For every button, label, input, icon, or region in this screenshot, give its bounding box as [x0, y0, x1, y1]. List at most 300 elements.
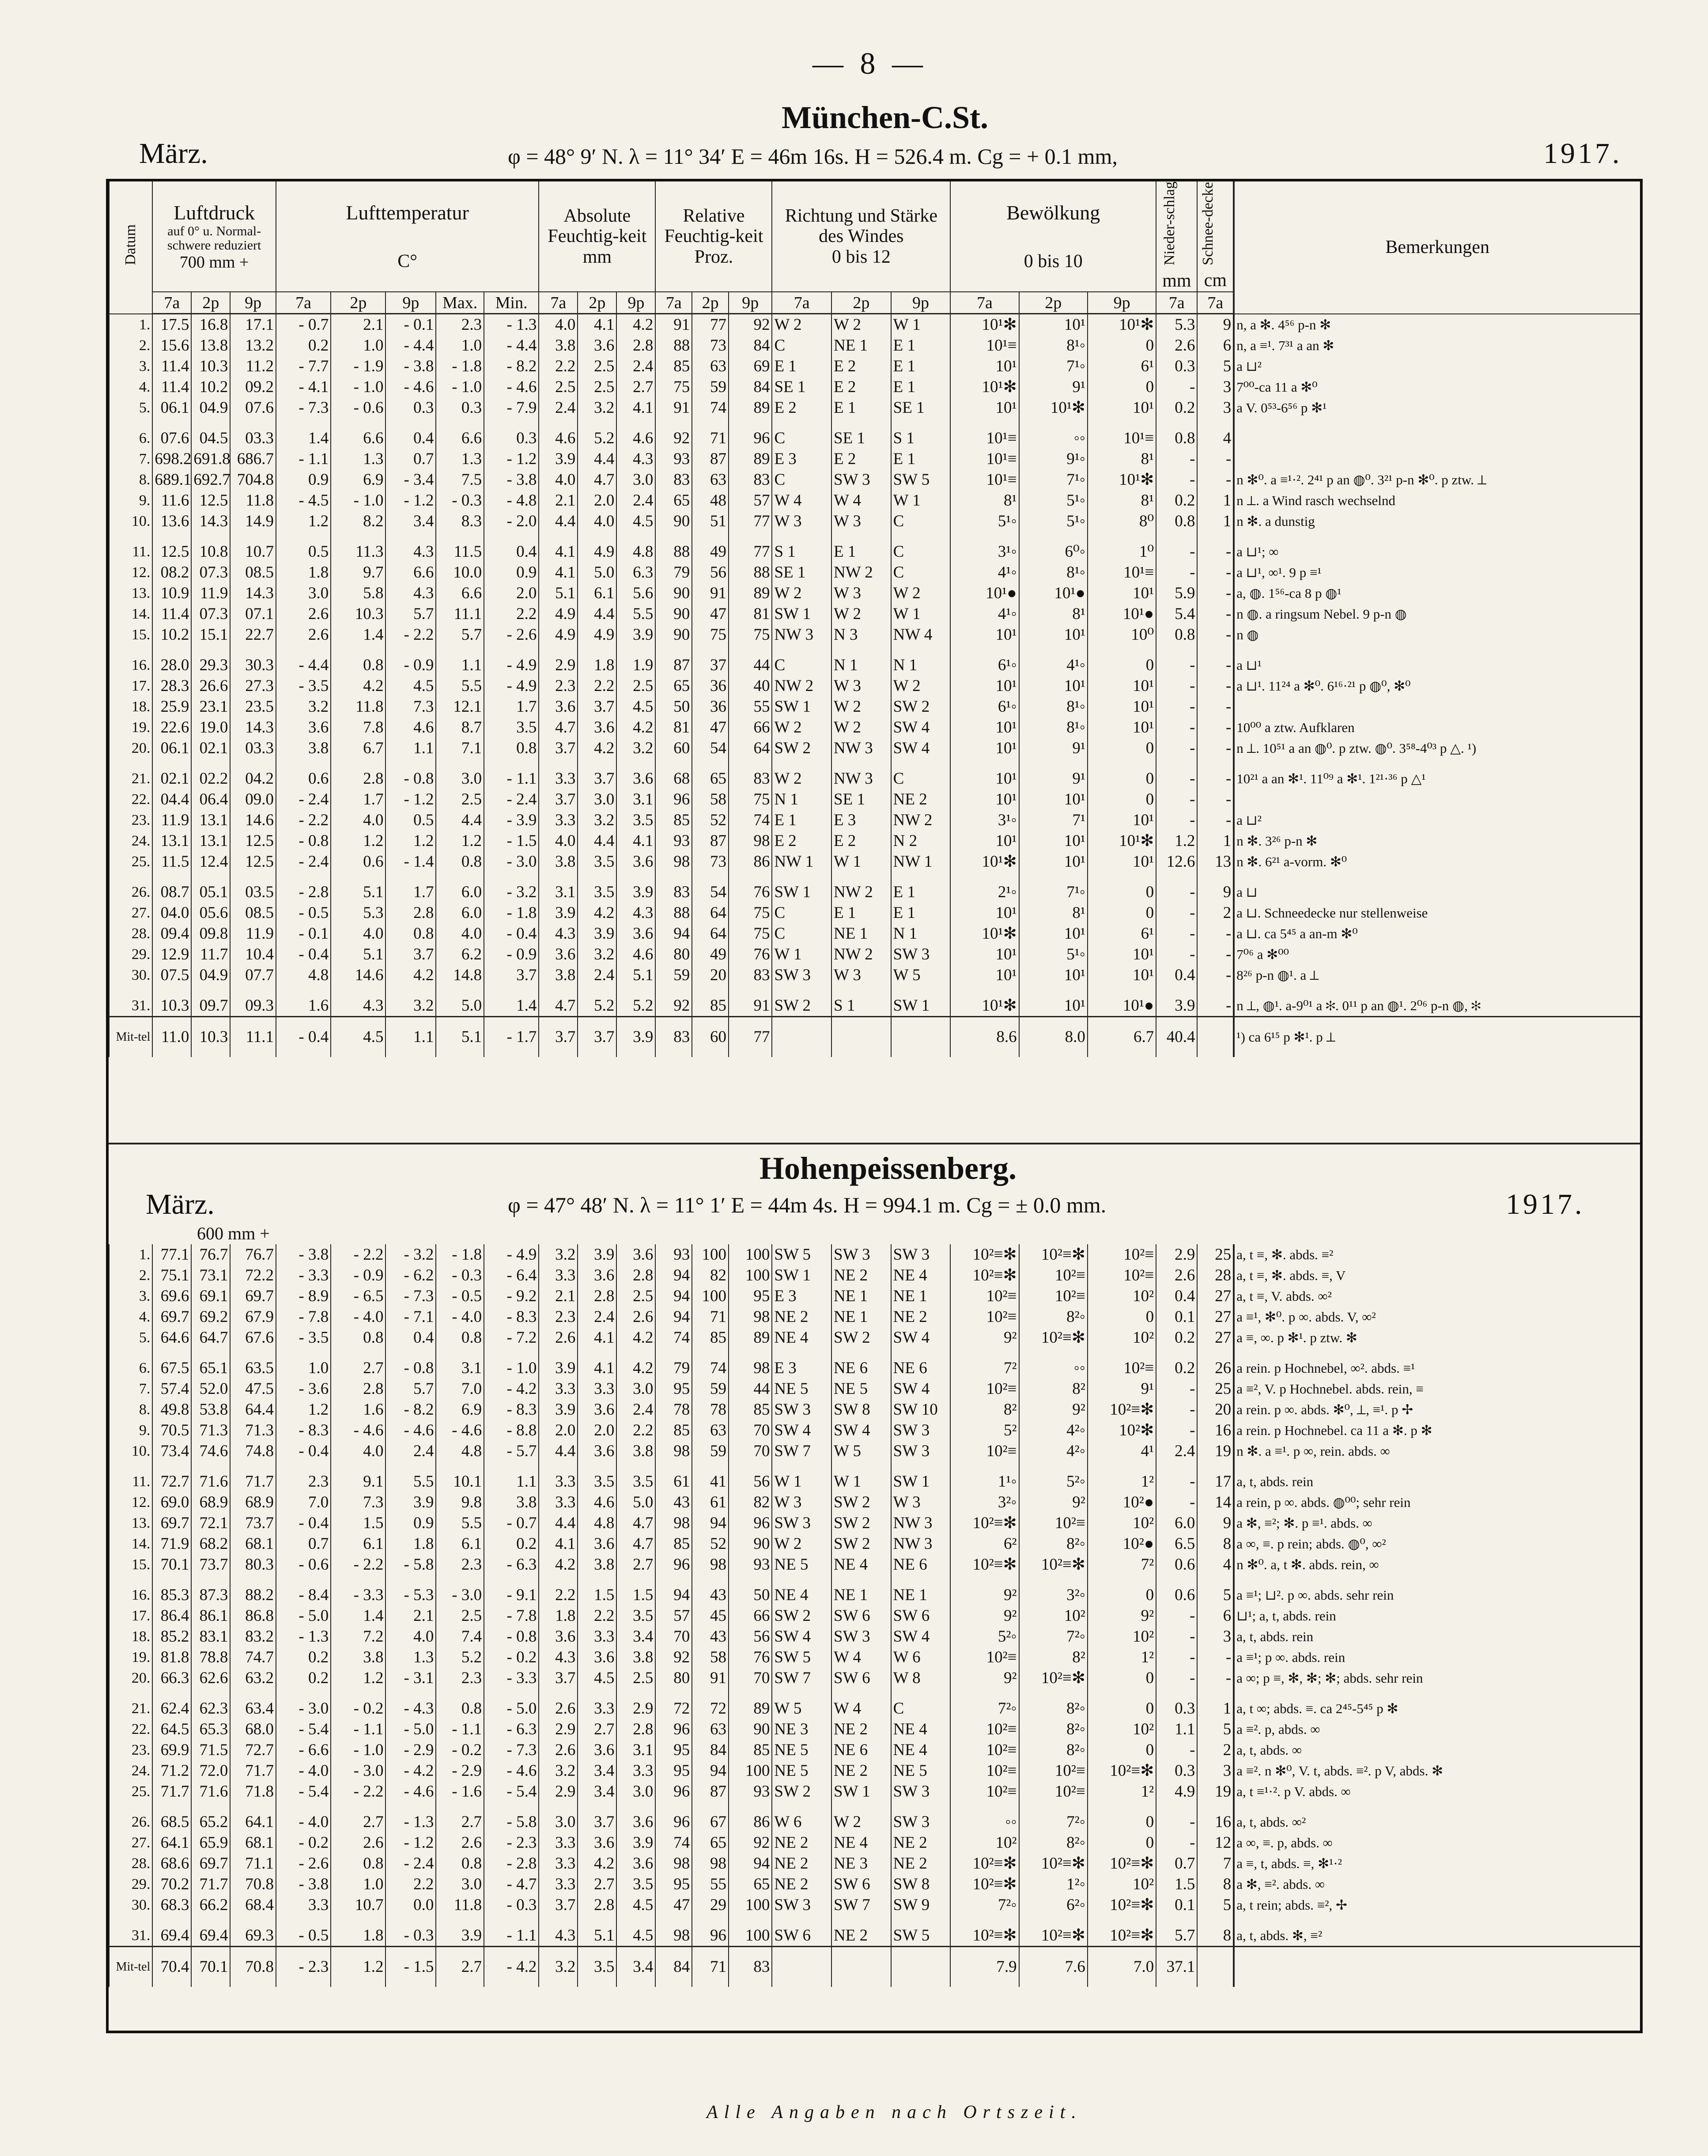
table-cell: 3.6: [539, 1626, 578, 1647]
table-cell: 2.7: [578, 1719, 616, 1740]
gap-cell: [152, 645, 191, 655]
table-cell: 5.9: [1156, 583, 1197, 604]
date-cell: 21.: [109, 768, 152, 789]
remark-cell: a ⊔¹; ∞: [1234, 541, 1640, 562]
table-cell: 28: [1197, 1265, 1234, 1286]
table-cell: 71.6: [191, 1781, 230, 1802]
table-cell: - 2.8: [276, 882, 331, 902]
table-cell: 1.2: [331, 1668, 385, 1688]
table-cell: 64: [729, 738, 772, 759]
table-cell: 94: [692, 1760, 729, 1781]
table-cell: 27.3: [230, 676, 276, 696]
table-cell: 1²: [1088, 1471, 1156, 1492]
table-cell: 83: [655, 469, 692, 490]
gap-cell: [891, 532, 951, 541]
table-cell: - 7.3: [484, 1740, 539, 1760]
gap-cell: [152, 759, 191, 768]
table-cell: 2.8: [331, 768, 385, 789]
gap-cell: [950, 418, 1019, 428]
gap-cell: [655, 532, 692, 541]
table-cell: 4.9: [539, 624, 578, 645]
group-gap: [109, 418, 1640, 428]
gap-cell: [539, 1461, 578, 1471]
table-cell: 8.2: [331, 511, 385, 532]
table-cell: 698.2: [152, 449, 191, 469]
table-cell: 3.0: [276, 583, 331, 604]
gap-cell: [1234, 759, 1640, 768]
table-cell: - 4.0: [331, 1306, 385, 1327]
gap-cell: [484, 1688, 539, 1698]
table-cell: - 5.7: [484, 1441, 539, 1461]
remark-cell: a ⊔²: [1234, 810, 1640, 831]
table-cell: 68.4: [230, 1895, 276, 1915]
table-cell: 8¹: [1088, 490, 1156, 511]
table-cell: 8²◦: [1019, 1719, 1088, 1740]
station-title-hohenpeissenberg: Hohenpeissenberg.: [760, 1151, 1017, 1186]
table-cell: 3.7: [539, 1895, 578, 1915]
table-row: [109, 1925, 1640, 1947]
header-bemerkungen: Bemerkungen: [1234, 181, 1640, 314]
table-cell: -: [1156, 1605, 1197, 1626]
table-cell: 14.8: [436, 965, 484, 985]
table-cell: 1.0: [331, 335, 385, 356]
table-cell: 8¹◦: [1019, 562, 1088, 583]
table-cell: 3²◦: [950, 1492, 1019, 1513]
gap-cell: [1088, 1575, 1156, 1585]
table-cell: - 6.3: [484, 1719, 539, 1740]
table-cell: 4.1: [578, 314, 616, 336]
table-cell: 1.7: [484, 696, 539, 717]
table-cell: SW 4: [772, 1626, 831, 1647]
table-cell: 08.5: [230, 902, 276, 923]
gap-cell: [484, 645, 539, 655]
gap-cell: [230, 1461, 276, 1471]
table-cell: - 2.8: [484, 1853, 539, 1874]
table-cell: 94: [655, 1265, 692, 1286]
table-cell: 1.0: [276, 1358, 331, 1378]
table-cell: 9.8: [436, 1492, 484, 1513]
table-row: [109, 882, 1640, 902]
table-cell: 62.4: [152, 1698, 191, 1719]
table-cell: 0.9: [484, 562, 539, 583]
table-cell: 3.9: [539, 1399, 578, 1420]
table-cell: 5.2: [616, 995, 655, 1017]
table-cell: -: [1197, 676, 1234, 696]
table-cell: 4.5: [385, 676, 436, 696]
table-cell: 69.2: [191, 1306, 230, 1327]
table-cell: -: [1197, 604, 1234, 624]
table-cell: 06.1: [152, 738, 191, 759]
table-cell: 7²◦: [1019, 1812, 1088, 1832]
table-cell: 09.8: [191, 923, 230, 944]
table-cell: 7²◦: [950, 1698, 1019, 1719]
table-cell: 0: [1088, 1832, 1156, 1853]
table-cell: -: [1197, 944, 1234, 965]
gap-cell: [950, 1575, 1019, 1585]
mean-cell: [1197, 1947, 1234, 1987]
table-row: [109, 717, 1640, 738]
table-row: [109, 335, 1640, 356]
table-cell: 70.1: [152, 1554, 191, 1575]
table-cell: 10¹: [1019, 831, 1088, 851]
table-cell: NE 4: [831, 1832, 891, 1853]
table-cell: - 0.1: [385, 314, 436, 336]
table-cell: 1.4: [331, 624, 385, 645]
table-cell: 54: [692, 882, 729, 902]
month-hohenpeissenberg: März.: [146, 1188, 215, 1220]
table-cell: NE 1: [831, 1306, 891, 1327]
table-cell: 10¹≡: [1088, 562, 1156, 583]
table-cell: W 4: [831, 1698, 891, 1719]
header-lufttemperatur: Lufttemperatur C°: [276, 181, 539, 292]
date-cell: 30.: [109, 1895, 152, 1915]
table-cell: 4.4: [436, 810, 484, 831]
table-cell: 10¹: [950, 676, 1019, 696]
table-cell: 10²≡: [1019, 1781, 1088, 1802]
table-cell: NE 6: [891, 1554, 951, 1575]
table-cell: W 2: [772, 768, 831, 789]
table-cell: 2.7: [436, 1812, 484, 1832]
gap-cell: [772, 1688, 831, 1698]
table-cell: C: [891, 562, 951, 583]
gap-cell: [616, 645, 655, 655]
table-cell: 69.3: [230, 1925, 276, 1947]
table-cell: - 5.4: [276, 1719, 331, 1740]
table-cell: 94: [655, 923, 692, 944]
table-cell: 2.4: [539, 397, 578, 418]
table-cell: NW 2: [831, 882, 891, 902]
table-cell: 13.1: [191, 810, 230, 831]
gap-cell: [950, 1348, 1019, 1358]
date-cell: 16.: [109, 1585, 152, 1605]
table-cell: 3.6: [539, 944, 578, 965]
gap-cell: [230, 1915, 276, 1925]
table-cell: - 0.8: [385, 768, 436, 789]
table-cell: 3.5: [616, 1471, 655, 1492]
table-cell: 66: [729, 717, 772, 738]
table-cell: -: [1156, 1647, 1197, 1668]
gap-cell: [1088, 1802, 1156, 1812]
table-cell: 3.9: [539, 902, 578, 923]
gap-cell: [1234, 645, 1640, 655]
table-cell: 3.4: [578, 1760, 616, 1781]
table-cell: -: [1197, 810, 1234, 831]
table-cell: 3.9: [539, 1358, 578, 1378]
table-cell: 3.2: [616, 738, 655, 759]
gap-cell: [109, 872, 152, 882]
mean-cell: 5.1: [436, 1017, 484, 1057]
table-cell: 10¹: [1019, 789, 1088, 810]
gap-cell: [692, 759, 729, 768]
table-cell: 4.0: [436, 923, 484, 944]
table-row: [109, 1719, 1640, 1740]
table-cell: 88: [729, 562, 772, 583]
table-row: [109, 356, 1640, 377]
gap-cell: [385, 1688, 436, 1698]
gap-cell: [385, 1348, 436, 1358]
gap-cell: [152, 1575, 191, 1585]
table-cell: 6.6: [385, 562, 436, 583]
table-cell: 25.9: [152, 696, 191, 717]
date-cell: 5.: [109, 1327, 152, 1348]
table-cell: 70.2: [152, 1874, 191, 1895]
table-cell: 3.3: [616, 1760, 655, 1781]
table-cell: 4¹: [1088, 1441, 1156, 1461]
table-cell: 4.4: [578, 449, 616, 469]
table-cell: 89: [729, 1698, 772, 1719]
table-cell: 0.8: [436, 851, 484, 872]
gap-cell: [950, 1802, 1019, 1812]
table-cell: 7.3: [331, 1492, 385, 1513]
table-cell: 9²: [1088, 1605, 1156, 1626]
table-cell: 85: [692, 995, 729, 1017]
gap-cell: [331, 1461, 385, 1471]
table-cell: 10²: [1088, 1626, 1156, 1647]
gap-cell: [1197, 418, 1234, 428]
remark-cell: a rein. p Hochnebel, ∞². abds. ≡¹: [1234, 1358, 1640, 1378]
table-cell: 1.0: [436, 335, 484, 356]
gap-cell: [276, 1348, 331, 1358]
table-cell: NE 1: [831, 1585, 891, 1605]
table-cell: 0.5: [385, 810, 436, 831]
table-cell: 2¹◦: [950, 882, 1019, 902]
table-cell: 3.0: [539, 1812, 578, 1832]
table-cell: - 3.8: [276, 1244, 331, 1265]
gap-cell: [191, 1802, 230, 1812]
table-cell: 4.4: [539, 1441, 578, 1461]
table-cell: 0.8: [385, 923, 436, 944]
gap-cell: [1088, 1915, 1156, 1925]
gap-cell: [109, 1915, 152, 1925]
table-cell: SW 4: [891, 738, 951, 759]
remark-cell: a ⊔¹: [1234, 655, 1640, 676]
date-cell: 15.: [109, 1554, 152, 1575]
gap-cell: [539, 1915, 578, 1925]
table-cell: - 5.0: [276, 1605, 331, 1626]
table-cell: 93: [729, 1554, 772, 1575]
table-cell: 4.5: [616, 511, 655, 532]
gap-cell: [1019, 1915, 1088, 1925]
table-cell: 10²≡✻: [950, 1874, 1019, 1895]
table-cell: 10¹≡: [950, 428, 1019, 449]
table-cell: 2.4: [578, 965, 616, 985]
table-cell: E 1: [831, 397, 891, 418]
table-cell: 3.3: [539, 1874, 578, 1895]
gap-cell: [891, 872, 951, 882]
table-cell: 1¹◦: [950, 1471, 1019, 1492]
table-cell: 14.3: [230, 583, 276, 604]
table-cell: 4.8: [436, 1441, 484, 1461]
table-cell: 72.1: [191, 1513, 230, 1533]
table-cell: 10²≡✻: [950, 1265, 1019, 1286]
table-cell: 4.5: [616, 1925, 655, 1947]
table-cell: 0.1: [1156, 1895, 1197, 1915]
table-cell: 64.5: [152, 1719, 191, 1740]
table-cell: 8²: [1019, 1378, 1088, 1399]
remark-cell: n ✻. a dunstig: [1234, 511, 1640, 532]
table-cell: 74: [655, 1832, 692, 1853]
table-cell: - 1.2: [385, 490, 436, 511]
table-cell: 1.2: [1156, 831, 1197, 851]
mean-cell: [772, 1947, 831, 1987]
table-cell: - 4.6: [436, 1420, 484, 1441]
table-cell: 5: [1197, 1895, 1234, 1915]
table-cell: -: [1156, 1492, 1197, 1513]
table-cell: 83.2: [230, 1626, 276, 1647]
table-cell: NE 4: [772, 1327, 831, 1348]
table-cell: 3.9: [616, 882, 655, 902]
table-cell: 10¹: [1088, 397, 1156, 418]
group-gap: [109, 645, 1640, 655]
gap-cell: [1019, 532, 1088, 541]
table-cell: 5.7: [385, 604, 436, 624]
gap-cell: [655, 985, 692, 995]
remark-cell: 8²⁶ p-n ◍¹. a ⟂: [1234, 965, 1640, 985]
table-cell: SW 2: [831, 1513, 891, 1533]
table-cell: - 5.0: [484, 1698, 539, 1719]
table-cell: 58: [692, 1647, 729, 1668]
table-cell: 0: [1088, 1740, 1156, 1760]
table-row: [109, 314, 1640, 336]
table-cell: W 2: [772, 1533, 831, 1554]
table-cell: 4: [1197, 428, 1234, 449]
table-cell: 37: [692, 655, 729, 676]
table-cell: 3.6: [616, 923, 655, 944]
station-title-muenchen: München-C.St.: [782, 100, 989, 135]
gap-cell: [385, 645, 436, 655]
table-row: [109, 1513, 1640, 1533]
table-cell: 7¹◦: [1019, 469, 1088, 490]
gap-cell: [109, 645, 152, 655]
table-cell: 87: [655, 655, 692, 676]
table-cell: NW 2: [831, 562, 891, 583]
table-cell: 8¹◦: [1019, 717, 1088, 738]
table-cell: 1⁰: [1088, 541, 1156, 562]
table-cell: C: [772, 335, 831, 356]
table-cell: 68.9: [191, 1492, 230, 1513]
gap-cell: [1197, 1461, 1234, 1471]
remark-cell: n ⟂. a Wind rasch wechselnd: [1234, 490, 1640, 511]
remark-cell: a ✻, ≡². abds. ∞: [1234, 1874, 1640, 1895]
table-cell: W 2: [831, 717, 891, 738]
table-cell: 8¹: [950, 490, 1019, 511]
table-cell: 0: [1088, 1812, 1156, 1832]
table-cell: W 6: [772, 1812, 831, 1832]
table-cell: - 0.7: [276, 314, 331, 336]
table-cell: 3.5: [616, 1605, 655, 1626]
table-cell: - 8.8: [484, 1420, 539, 1441]
remark-cell: 10⁰⁰ a ztw. Aufklaren: [1234, 717, 1640, 738]
gap-cell: [578, 532, 616, 541]
table-cell: 10²≡✻: [950, 1554, 1019, 1575]
table-cell: 3: [1197, 1626, 1234, 1647]
table-cell: - 1.5: [484, 831, 539, 851]
table-cell: 4.7: [539, 995, 578, 1017]
table-row: [109, 902, 1640, 923]
gap-cell: [692, 1688, 729, 1698]
table-cell: 2.3: [436, 1668, 484, 1688]
gap-cell: [831, 1915, 891, 1925]
table-cell: - 8.3: [276, 1420, 331, 1441]
gap-cell: [729, 872, 772, 882]
table-cell: 4: [1197, 1554, 1234, 1575]
table-cell: - 6.2: [385, 1265, 436, 1286]
table-cell: -: [1197, 541, 1234, 562]
mean-cell: 37.1: [1156, 1947, 1197, 1987]
date-cell: 20.: [109, 738, 152, 759]
table-cell: 11.4: [152, 377, 191, 397]
table-cell: 23.5: [230, 696, 276, 717]
table-cell: 0: [1088, 1668, 1156, 1688]
table-cell: 3.6: [578, 717, 616, 738]
table-cell: 44: [729, 655, 772, 676]
table-cell: 9¹: [1088, 1378, 1156, 1399]
table-cell: 91: [729, 995, 772, 1017]
gap-cell: [484, 1802, 539, 1812]
table-cell: 63.5: [230, 1358, 276, 1378]
table-cell: 88: [655, 541, 692, 562]
gap-cell: [772, 1575, 831, 1585]
table-cell: 10.0: [436, 562, 484, 583]
col-7a: 7a: [1197, 292, 1234, 314]
mean-cell: [772, 1017, 831, 1057]
date-cell: 19.: [109, 1647, 152, 1668]
gap-cell: [1234, 1688, 1640, 1698]
table-cell: - 2.6: [276, 1853, 331, 1874]
table-cell: 3.3: [539, 1492, 578, 1513]
table-cell: - 6.3: [484, 1554, 539, 1575]
table-row: [109, 738, 1640, 759]
table-cell: 10¹✻: [1088, 831, 1156, 851]
table-cell: N 2: [891, 831, 951, 851]
table-cell: 2.5: [616, 1668, 655, 1688]
mean-cell: 4.5: [331, 1017, 385, 1057]
remark-cell: a, t ∞; abds. ≡. ca 2⁴⁵-5⁴⁵ p ✻: [1234, 1698, 1640, 1719]
table-cell: 4.1: [539, 541, 578, 562]
table-cell: 19: [1197, 1781, 1234, 1802]
table-cell: 74.6: [191, 1441, 230, 1461]
table-cell: - 9.2: [484, 1286, 539, 1306]
gap-cell: [1234, 872, 1640, 882]
remark-cell: a ⊔¹. 11²⁴ a ✻⁰. 6¹⁶·²¹ p ◍⁰, ✻⁰: [1234, 676, 1640, 696]
group-gap: [109, 1802, 1640, 1812]
gap-cell: [692, 1915, 729, 1925]
date-cell: 3.: [109, 356, 152, 377]
table-cell: -: [1156, 449, 1197, 469]
table-cell: 95: [655, 1874, 692, 1895]
table-cell: 98: [692, 1554, 729, 1575]
gap-cell: [1234, 985, 1640, 995]
table-cell: 09.2: [230, 377, 276, 397]
table-cell: -: [1156, 768, 1197, 789]
table-cell: 100: [729, 1265, 772, 1286]
table-cell: 5.5: [385, 1471, 436, 1492]
table-row: [109, 1895, 1640, 1915]
gap-cell: [1197, 759, 1234, 768]
table-cell: 10¹: [950, 624, 1019, 645]
table-cell: 90: [655, 583, 692, 604]
table-cell: 9²: [950, 1668, 1019, 1688]
table-cell: 93: [655, 1244, 692, 1265]
col-7a: 7a: [276, 292, 331, 314]
table-cell: 8⁰: [1088, 511, 1156, 532]
table-cell: 0.5: [276, 541, 331, 562]
table-cell: 4.3: [539, 1925, 578, 1947]
table-cell: NW 3: [831, 768, 891, 789]
table-cell: 7.2: [331, 1626, 385, 1647]
table-cell: SW 3: [891, 1244, 951, 1265]
table-cell: 0.4: [1156, 1286, 1197, 1306]
